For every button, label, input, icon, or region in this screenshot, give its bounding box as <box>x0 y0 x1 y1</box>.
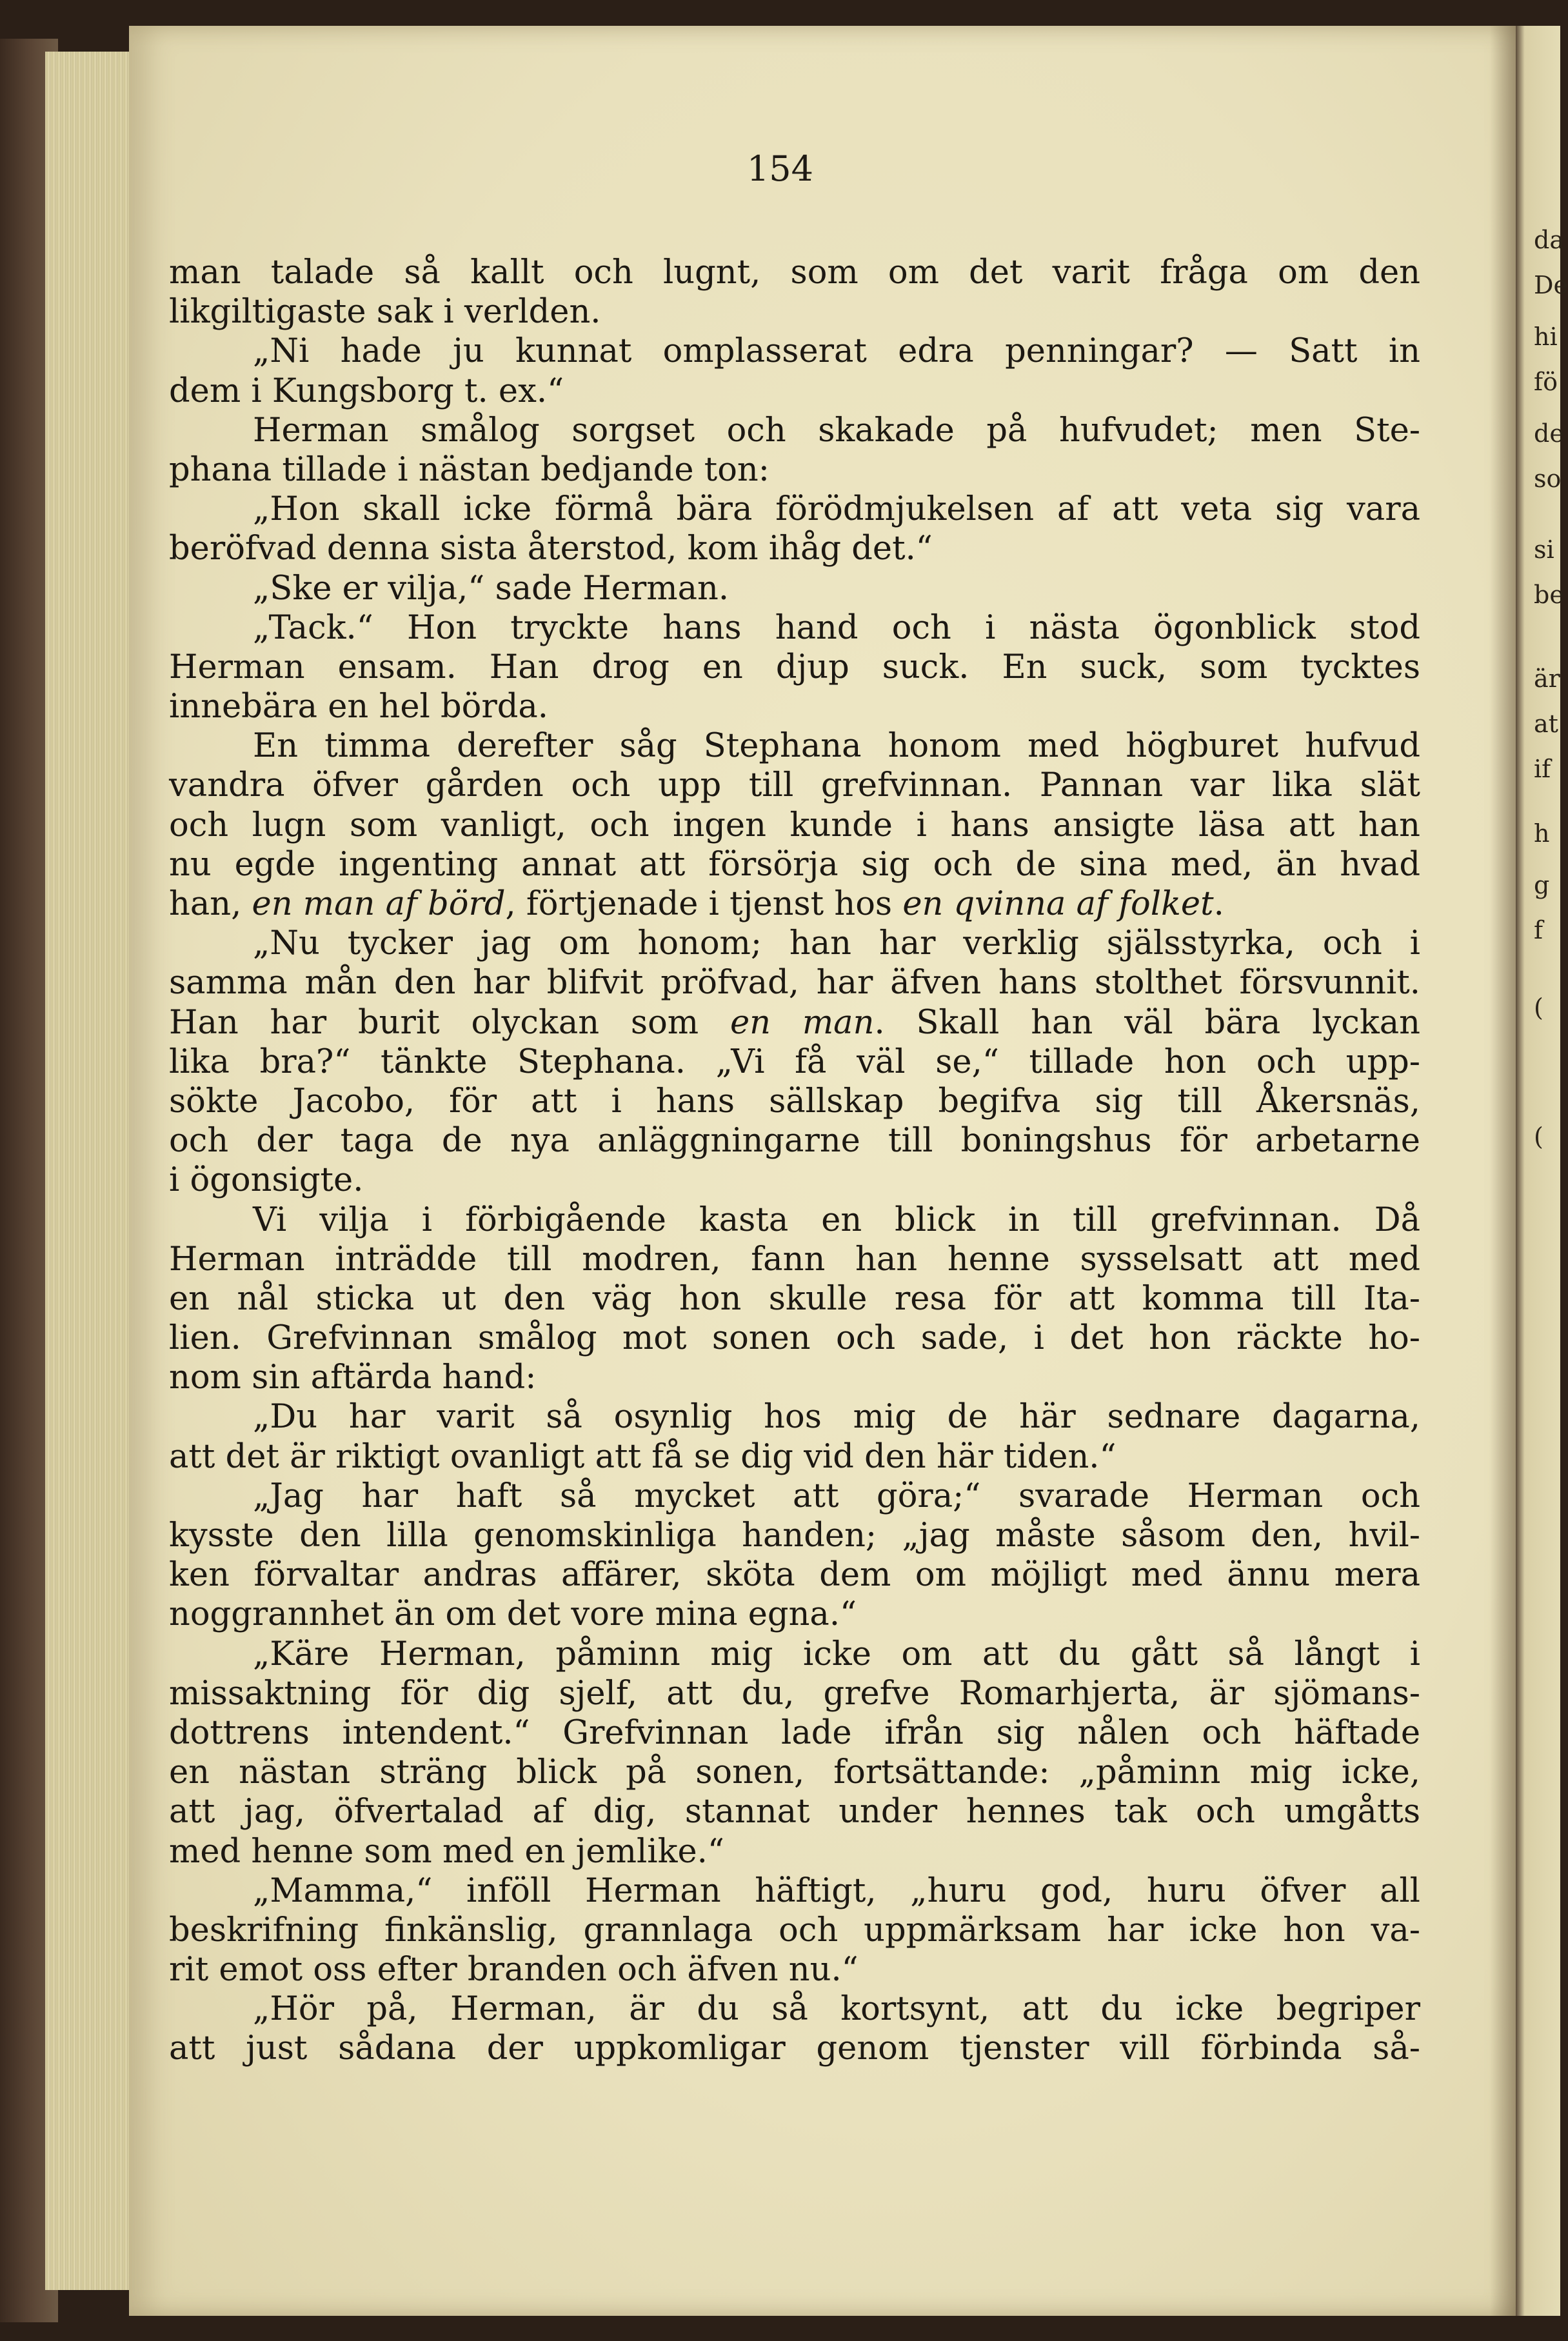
text-line: „Ske er vilja,“ sade Herman. <box>253 569 729 608</box>
facing-page-fragment: g <box>1534 871 1550 899</box>
text-line: phana tillade i nästan bedjande ton: <box>169 450 769 489</box>
text-line: dottrens intendent.“ Grefvinnan lade ifrån sig nålen och häftade <box>169 1713 1420 1752</box>
text-line: med henne som med en jemlike.“ <box>169 1832 724 1871</box>
text-line: att jag, öfvertalad af dig, stannat under hennes tak och umgåtts <box>169 1793 1420 1831</box>
facing-page-fragment: if <box>1534 755 1551 783</box>
facing-page-fragment: be <box>1534 581 1564 609</box>
text-span: han, <box>169 885 252 923</box>
facing-page-fragment: so <box>1534 464 1562 493</box>
text-line: nu egde ingenting annat att försörja sig och de sina med, än hvad <box>169 845 1420 884</box>
text-line: rit emot oss efter branden och äfven nu.“ <box>169 1951 858 1989</box>
text-line: „Hör på, Herman, är du så kortsynt, att du icke begriper <box>253 1990 1420 2029</box>
text-line: en nål sticka ut den väg hon skulle resa för att komma till Ita- <box>169 1279 1420 1318</box>
text-line: „Du har varit så osynlig hos mig de här sednare dagarna, <box>253 1398 1420 1437</box>
facing-page-fragment: fö <box>1534 368 1558 396</box>
text-line: och lugn som vanligt, och ingen kunde i hans ansigte läsa att han <box>169 806 1420 844</box>
text-line: innebära en hel börda. <box>169 688 549 726</box>
text-line: beskrifning finkänslig, grannlaga och uppmärksam har icke hon va- <box>169 1911 1420 1949</box>
text-line: En timma derefter såg Stephana honom med högburet hufvud <box>253 727 1420 766</box>
text-span: . <box>1213 885 1224 923</box>
text-line: Herman smålog sorgset och skakade på hufvudet; men Ste- <box>253 411 1420 450</box>
text-line: Vi vilja i förbigående kasta en blick in till grefvinnan. Då <box>253 1200 1420 1239</box>
text-line: Herman ensam. Han drog en djup suck. En suck, som tycktes <box>169 648 1420 686</box>
text-line: dem i Kungsborg t. ex.“ <box>169 372 564 410</box>
text-line: att just sådana der uppkomligar genom tjenster vill förbinda så- <box>169 2029 1420 2068</box>
facing-page-fragment: De <box>1534 271 1568 299</box>
text-line: „Käre Herman, påminn mig icke om att du gått så långt i <box>253 1635 1420 1673</box>
text-line: Herman inträdde till modren, fann han henne sysselsatt att med <box>169 1240 1420 1279</box>
italic-phrase: en man <box>729 1003 875 1042</box>
text-line: i ögonsigte. <box>169 1161 364 1200</box>
text-line <box>169 884 1420 924</box>
text-line: man talade så kallt och lugnt, som om det varit fråga om den <box>169 254 1420 292</box>
text-line: „Nu tycker jag om honom; han har verklig själsstyrka, och i <box>253 924 1420 963</box>
text-line: att det är riktigt ovanligt att få se dig vid den här tiden.“ <box>169 1437 1116 1476</box>
body-text <box>169 253 1420 2069</box>
page-number: 154 <box>746 148 814 189</box>
text-line: „Jag har haft så mycket att göra;“ svarade Herman och <box>253 1477 1420 1515</box>
facing-page-fragment: är <box>1534 664 1560 693</box>
facing-page-fragment: f <box>1534 916 1543 944</box>
facing-page-fragment: ( <box>1534 1122 1543 1151</box>
facing-page-fragment: si <box>1534 535 1554 564</box>
facing-page-fragment: at <box>1534 710 1558 738</box>
text-line: „Ni hade ju kunnat omplasserat edra penningar? — Satt in <box>253 332 1420 371</box>
text-line: missaktning för dig sjelf, att du, grefve Romarhjerta, är sjömans- <box>169 1674 1420 1713</box>
italic-phrase: en man af börd <box>252 885 506 923</box>
text-line: ken förvaltar andras affärer, sköta dem om möjligt med ännu mera <box>169 1556 1420 1595</box>
text-span: . Skall han väl bära lyckan <box>874 1003 1420 1042</box>
facing-page-fragment: ( <box>1534 993 1543 1022</box>
text-line: „Mamma,“ inföll Herman häftigt, „huru god, huru öfver all <box>253 1871 1420 1910</box>
page-edges <box>45 52 137 2290</box>
text-line: likgiltigaste sak i verlden. <box>169 293 601 332</box>
text-line: nom sin aftärda hand: <box>169 1359 537 1397</box>
text-line: en nästan sträng blick på sonen, fortsättande: „påminn mig icke, <box>169 1753 1420 1792</box>
spine-shadow <box>1490 26 1516 2316</box>
text-line: beröfvad denna sista återstod, kom ihåg det.“ <box>169 530 933 568</box>
text-line: samma mån den har blifvit pröfvad, har äfven hans stolthet försvunnit. <box>169 964 1420 1002</box>
text-line: lika bra?“ tänkte Stephana. „Vi få väl se,“ tillade hon och upp- <box>169 1042 1420 1081</box>
text-line: „Hon skall icke förmå bära förödmjukelsen af att veta sig vara <box>253 490 1420 529</box>
text-line: och der taga de nya anläggningarne till boningshus för arbetarne <box>169 1122 1420 1161</box>
facing-page-strip <box>1516 26 1568 2316</box>
text-line: noggrannhet än om det vore mina egna.“ <box>169 1595 857 1634</box>
text-line: sökte Jacobo, för att i hans sällskap begifva sig till Åkersnäs, <box>169 1082 1420 1121</box>
italic-phrase: en qvinna af folket <box>902 885 1214 923</box>
text-line: vandra öfver gården och upp till grefvinnan. Pannan var lika slät <box>169 766 1420 805</box>
facing-page-fragment: de <box>1534 419 1564 448</box>
text-line: kysste den lilla genomskinliga handen; „jag måste såsom den, hvil- <box>169 1517 1420 1555</box>
text-line: lien. Grefvinnan smålog mot sonen och sade, i det hon räckte ho- <box>169 1319 1420 1358</box>
facing-page-fragment: da <box>1534 226 1564 254</box>
text-line <box>169 1003 1420 1042</box>
facing-page-fragment: h <box>1534 819 1550 848</box>
text-span: , förtjenade i tjenst hos <box>505 885 903 923</box>
facing-page-fragment: hi <box>1534 323 1558 351</box>
text-line: „Tack.“ Hon tryckte hans hand och i nästa ögonblick stod <box>253 608 1420 647</box>
text-span: Han har burit olyckan som <box>169 1003 730 1042</box>
